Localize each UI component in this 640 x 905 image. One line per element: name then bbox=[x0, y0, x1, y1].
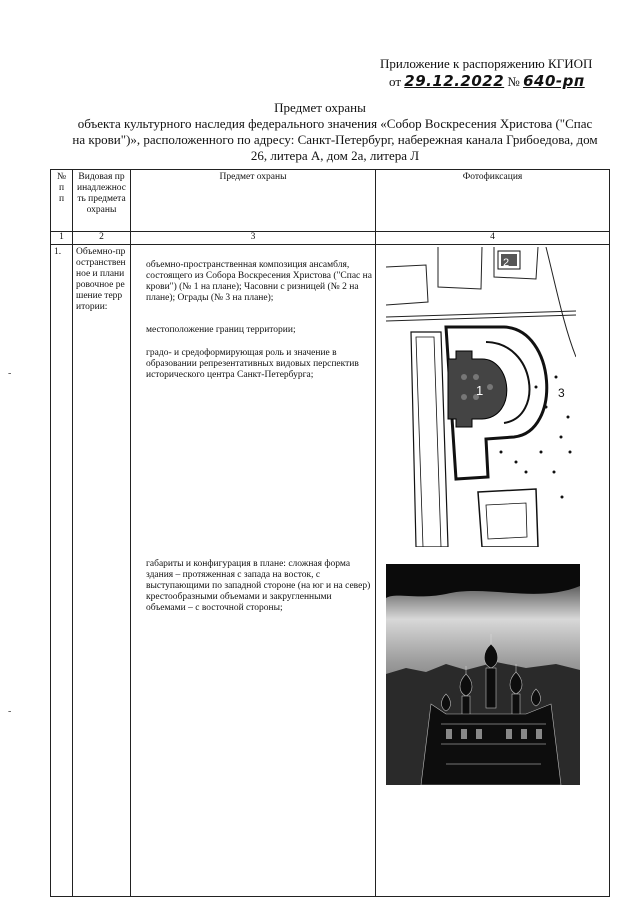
cathedral-photo bbox=[386, 564, 580, 785]
col-number: 4 bbox=[376, 232, 610, 245]
order-number: 640-рп bbox=[523, 72, 585, 90]
site-plan-image bbox=[386, 247, 576, 547]
header-num: № п п bbox=[51, 170, 73, 232]
scan-mark: - bbox=[8, 368, 12, 379]
table-row bbox=[51, 245, 610, 897]
row-number: 1. bbox=[51, 245, 73, 897]
document-title: Предмет охраны bbox=[274, 100, 366, 115]
plan-label: 2 bbox=[503, 257, 510, 269]
plan-label: 1 bbox=[476, 383, 484, 398]
header-photo: Фотофиксация bbox=[376, 170, 610, 232]
order-number-sign: № bbox=[507, 74, 520, 89]
col-number: 3 bbox=[131, 232, 376, 245]
subject-item: градо- и средоформирующая роль и значение в образовании репрезентативных видовых перспектив исторического центра Санкт-Петербурга; bbox=[146, 348, 359, 380]
order-date: 29.12.2022 bbox=[404, 72, 505, 90]
protection-table bbox=[50, 169, 610, 897]
appendix-caption: Приложение к распоряжению КГИОП bbox=[380, 56, 593, 71]
subject-item: габариты и конфигурация в плане: сложная форма здания – протяженная с запада на восток, с выступающими по западной стороне (на юг и на север) крестообразными объемами и закругленными объемами – с восточной стороны; bbox=[146, 559, 371, 613]
subject-item: объемно-пространственная композиция ансамбля, состоящего из Собора Воскресения Христова ("Спас на крови") (№ 1 на плане); Часовни с ризницей (№ 2 на плане); Ограды (№ 3 на плане); bbox=[146, 260, 372, 303]
row-subject bbox=[131, 245, 376, 897]
row-photos bbox=[376, 245, 610, 897]
order-reference bbox=[389, 72, 585, 90]
row-kind: Объемно-пространственное и планировочное решение территории: bbox=[73, 245, 131, 897]
plan-label: 3 bbox=[558, 386, 565, 400]
scan-mark: - bbox=[8, 706, 12, 717]
document-subtitle: объекта культурного наследия федерального значения «Собор Воскресения Христова ("Спас на крови")», расположенного по адресу: Санкт-Петербург, набережная канала Грибоедова, дом 26, литера А, дом 2а, литера Л bbox=[72, 116, 598, 163]
column-number-row bbox=[51, 232, 610, 245]
header-subject: Предмет охраны bbox=[131, 170, 376, 232]
header-kind: Видовая принадлежность предмета охраны bbox=[73, 170, 131, 232]
col-number: 1 bbox=[51, 232, 73, 245]
subject-item: местоположение границ территории; bbox=[146, 325, 296, 335]
table-header-row bbox=[51, 170, 610, 232]
col-number: 2 bbox=[73, 232, 131, 245]
order-prefix: от bbox=[389, 74, 402, 89]
